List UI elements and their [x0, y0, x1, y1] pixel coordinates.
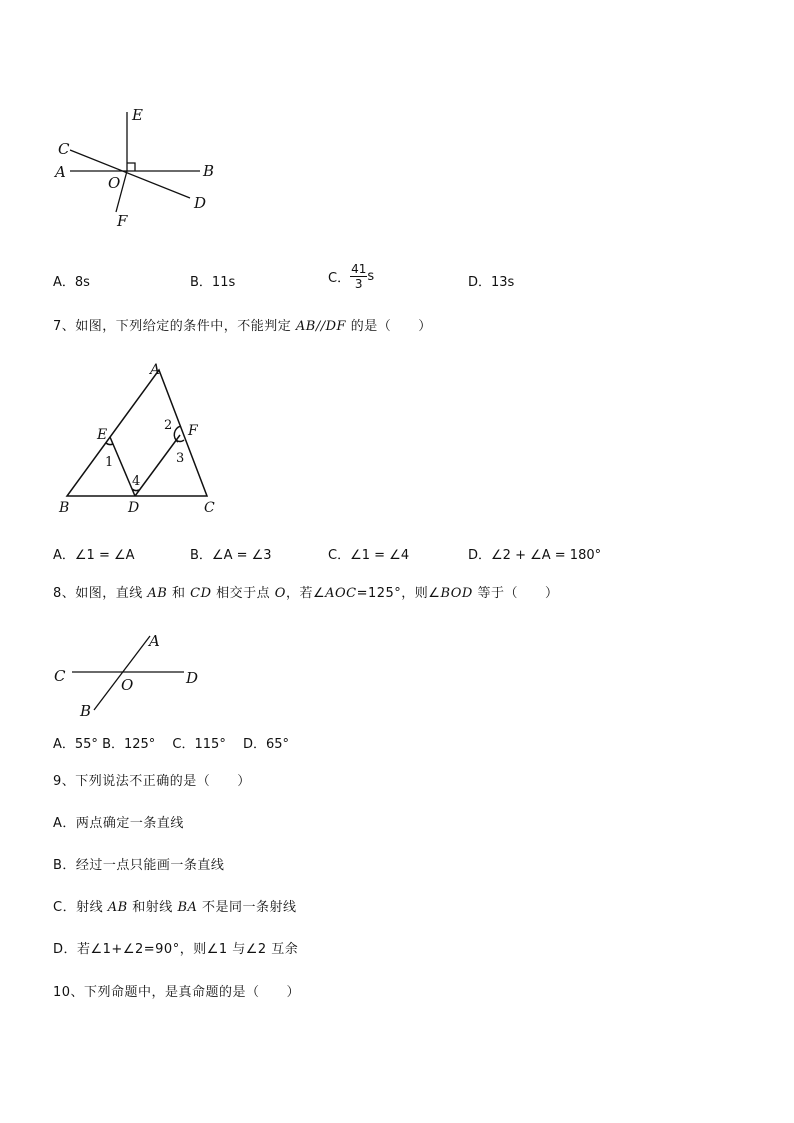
q6-fraction	[350, 262, 367, 291]
q7-stem-prefix: 7、如图，下列给定的条件中，不能判定	[53, 319, 296, 334]
line-cd	[70, 150, 190, 198]
q7-stem	[53, 318, 432, 336]
label-o: O	[121, 676, 134, 694]
angle-mark-4	[132, 489, 139, 491]
q7-option-d: D．∠2 + ∠A = 180°	[468, 548, 602, 563]
label-f: F	[188, 423, 198, 439]
q9-c1: C．射线	[53, 900, 108, 915]
q6-option-c-prefix: C．	[328, 271, 351, 286]
right-angle-mark	[127, 163, 135, 171]
q6-fraction-den: 3	[354, 277, 363, 291]
q6-fraction-num: 41	[351, 262, 367, 276]
q8-t3: 相交于点	[211, 586, 275, 601]
q8-stem	[53, 585, 558, 603]
label-b: B	[203, 162, 215, 180]
q9-c-ba: BA	[177, 900, 198, 915]
q8-aoc: AOC	[325, 586, 357, 601]
q6-option-d: D．13s	[468, 275, 515, 290]
angle-label-4: 4	[132, 474, 141, 489]
label-d: D	[194, 194, 207, 212]
q9-option-a: A．两点确定一条直线	[53, 816, 184, 831]
q9-option-c	[53, 899, 297, 917]
label-o: O	[108, 174, 121, 192]
label-a: A	[149, 632, 160, 650]
q8-t6: 等于（ ）	[472, 586, 559, 601]
label-e: E	[132, 106, 143, 124]
label-f: F	[117, 212, 128, 230]
angle-mark-3	[176, 440, 184, 442]
label-c: C	[58, 140, 70, 158]
label-d: D	[128, 500, 140, 516]
figure-q8	[50, 628, 210, 723]
segment-df	[135, 435, 180, 496]
q8-cd: CD	[190, 586, 212, 601]
q10-stem: 10、下列命题中，是真命题的是（ ）	[53, 985, 301, 1000]
label-b: B	[59, 500, 70, 516]
label-c: C	[204, 500, 215, 516]
q8-bod: BOD	[440, 586, 473, 601]
q6-option-b: B．11s	[190, 275, 236, 290]
q8-options: A．55° B．125° C．115° D．65°	[53, 737, 290, 752]
angle-mark-2	[174, 426, 181, 442]
angle-label-3: 3	[176, 451, 185, 466]
q7-option-c: C．∠1 = ∠4	[328, 548, 410, 563]
q9-c3: 不是同一条射线	[197, 900, 297, 915]
q8-t2: 和	[167, 586, 191, 601]
label-a: A	[150, 362, 161, 378]
q8-t4: ，若∠	[285, 586, 326, 601]
label-b: B	[80, 702, 92, 720]
figure-q6	[50, 100, 230, 235]
label-c: C	[54, 667, 66, 685]
q9-option-b: B．经过一点只能画一条直线	[53, 858, 225, 873]
label-d: D	[186, 669, 199, 687]
label-a: A	[55, 163, 66, 181]
q9-c-ab: AB	[107, 900, 128, 915]
angle-label-2: 2	[164, 418, 173, 433]
q6-option-c	[328, 262, 374, 291]
line-ab	[94, 636, 150, 710]
q9-option-d: D．若∠1+∠2=90°，则∠1 与∠2 互余	[53, 942, 299, 957]
q6-option-a: A．8s	[53, 275, 90, 290]
q8-ab: AB	[147, 586, 168, 601]
q7-option-b: B．∠A = ∠3	[190, 548, 272, 563]
q8-t1: 8、如图，直线	[53, 586, 148, 601]
figure-q7	[55, 358, 230, 518]
label-e: E	[97, 427, 108, 443]
q6-option-c-unit: s	[367, 269, 375, 284]
q9-stem: 9、下列说法不正确的是（ ）	[53, 774, 251, 789]
angle-label-1: 1	[105, 455, 114, 470]
q7-expr: AB//DF	[295, 319, 347, 334]
q8-o: O	[274, 586, 286, 601]
q9-c2: 和射线	[127, 900, 178, 915]
q7-option-a: A．∠1 = ∠A	[53, 548, 135, 563]
q7-stem-suffix: 的是（ ）	[346, 319, 432, 334]
q8-t5: =125°，则∠	[356, 586, 441, 601]
